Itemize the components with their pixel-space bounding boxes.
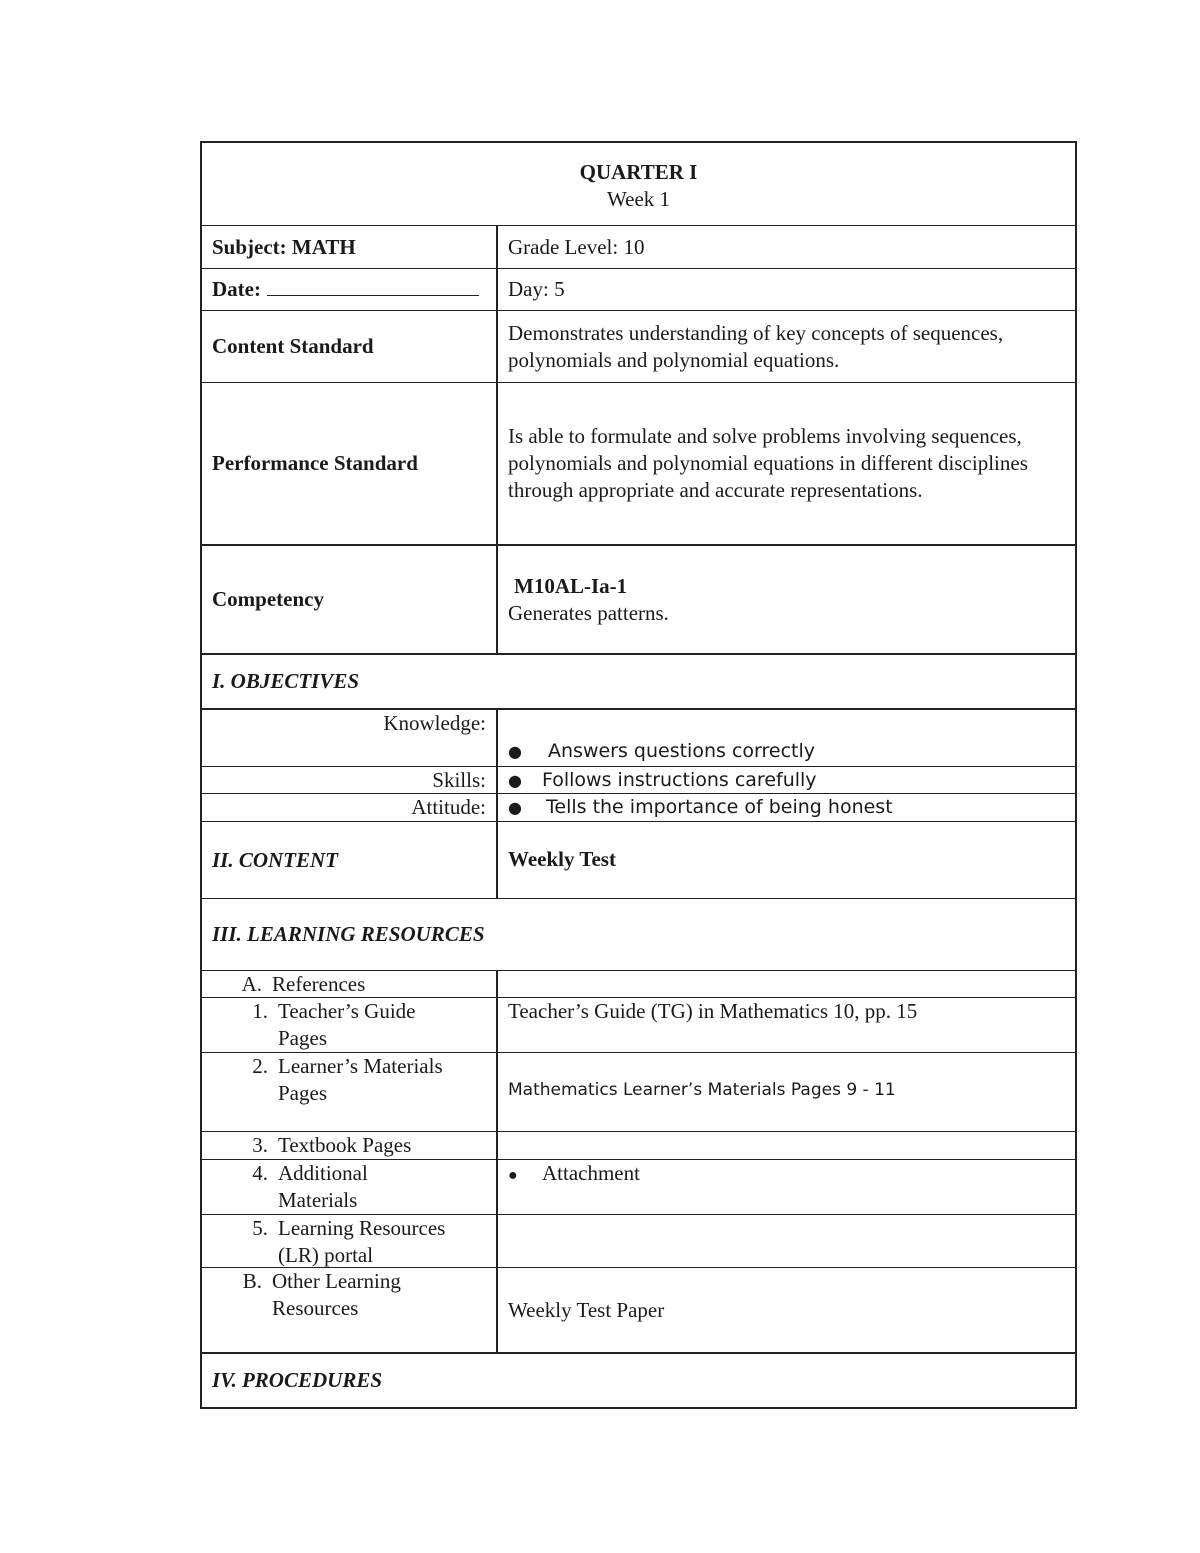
- resource-label: Teacher’s Guide Pages: [278, 999, 416, 1050]
- resource-label: Additional Materials: [278, 1161, 368, 1212]
- attitude-row: [202, 794, 1075, 822]
- content-heading: II. CONTENT: [202, 822, 498, 898]
- resource-value: Attachment: [542, 1161, 640, 1185]
- references-letter: A.: [241, 972, 262, 996]
- subject-row: [202, 226, 1075, 269]
- date-label: Date:: [212, 277, 261, 301]
- procedures-heading: IV. PROCEDURES: [212, 1368, 383, 1392]
- resource-row-2: [202, 1053, 1075, 1132]
- other-resources-row: [202, 1268, 1075, 1354]
- competency-row: [202, 546, 1075, 655]
- content-standard-value: Demonstrates understanding of key concepts of sequences, polynomials and polynomial equations.: [508, 320, 1004, 372]
- day-cell: Day: 5: [508, 277, 565, 301]
- attitude-label: Attitude:: [202, 794, 498, 821]
- skills-row: [202, 767, 1075, 794]
- resource-label: Learner’s Materials Pages: [278, 1054, 443, 1105]
- subject-cell: Subject: MATH: [202, 226, 498, 268]
- resource-label: Textbook Pages: [278, 1133, 412, 1157]
- resource-row-3: [202, 1132, 1075, 1160]
- week-label: Week 1: [606, 187, 671, 211]
- resource-number: 5.: [252, 1216, 268, 1240]
- resource-value: [498, 1215, 1075, 1267]
- date-row: [202, 269, 1075, 311]
- resource-label: Learning Resources (LR) portal: [278, 1216, 446, 1267]
- date-cell: [202, 269, 498, 310]
- learning-resources-heading: III. LEARNING RESOURCES: [212, 922, 485, 946]
- objectives-heading-row: [202, 655, 1075, 710]
- performance-standard-value: Is able to formulate and solve problems involving sequences, polynomials and polynomial equations in different disciplines through appropriate and accurate representations.: [508, 424, 1028, 502]
- content-standard-label: Content Standard: [202, 311, 498, 382]
- objectives-heading: I. OBJECTIVES: [212, 669, 360, 693]
- attitude-value: Tells the importance of being honest: [546, 796, 893, 818]
- references-row: [202, 971, 1075, 998]
- date-blank-line: [267, 277, 479, 296]
- other-resources-label: Other Learning Resources: [272, 1269, 401, 1320]
- competency-description: Generates patterns.: [508, 600, 669, 625]
- quarter-title: QUARTER I: [579, 160, 698, 184]
- bullet-icon: ●: [508, 1167, 518, 1184]
- other-resources-value: Weekly Test Paper: [508, 1297, 665, 1322]
- other-resources-letter: B.: [242, 1269, 262, 1293]
- knowledge-row: [202, 710, 1075, 767]
- content-standard-row: [202, 311, 1075, 383]
- resource-number: 2.: [252, 1054, 268, 1078]
- content-value: Weekly Test: [508, 847, 616, 871]
- learning-resources-heading-row: [202, 899, 1075, 971]
- bullet-icon: ●: [508, 742, 522, 761]
- resource-row-1: [202, 998, 1075, 1053]
- content-row: [202, 822, 1075, 899]
- references-label: References: [272, 972, 366, 996]
- bullet-icon: ●: [508, 798, 522, 817]
- resource-number: 1.: [252, 999, 268, 1023]
- procedures-heading-row: [202, 1354, 1075, 1407]
- quarter-header-row: [202, 143, 1075, 226]
- resource-value: Teacher’s Guide (TG) in Mathematics 10, pp. 15: [508, 999, 918, 1023]
- resource-number: 3.: [252, 1133, 268, 1157]
- bullet-icon: ●: [508, 771, 522, 790]
- resource-row-5: [202, 1215, 1075, 1268]
- resource-value: Mathematics Learner’s Materials Pages 9 - 11: [508, 1080, 896, 1100]
- skills-value: Follows instructions carefully: [542, 769, 817, 791]
- competency-code: M10AL-Ia-1: [514, 573, 628, 598]
- knowledge-label: Knowledge:: [202, 710, 498, 766]
- performance-standard-row: [202, 383, 1075, 546]
- competency-label: Competency: [202, 546, 498, 653]
- resource-value: [498, 1132, 1075, 1159]
- skills-label: Skills:: [202, 767, 498, 793]
- resource-number: 4.: [252, 1161, 268, 1185]
- resource-row-4: [202, 1160, 1075, 1215]
- knowledge-value: Answers questions correctly: [548, 740, 815, 762]
- lesson-plan-table: [200, 141, 1077, 1409]
- performance-standard-label: Performance Standard: [202, 383, 498, 544]
- grade-level-cell: Grade Level: 10: [508, 234, 645, 259]
